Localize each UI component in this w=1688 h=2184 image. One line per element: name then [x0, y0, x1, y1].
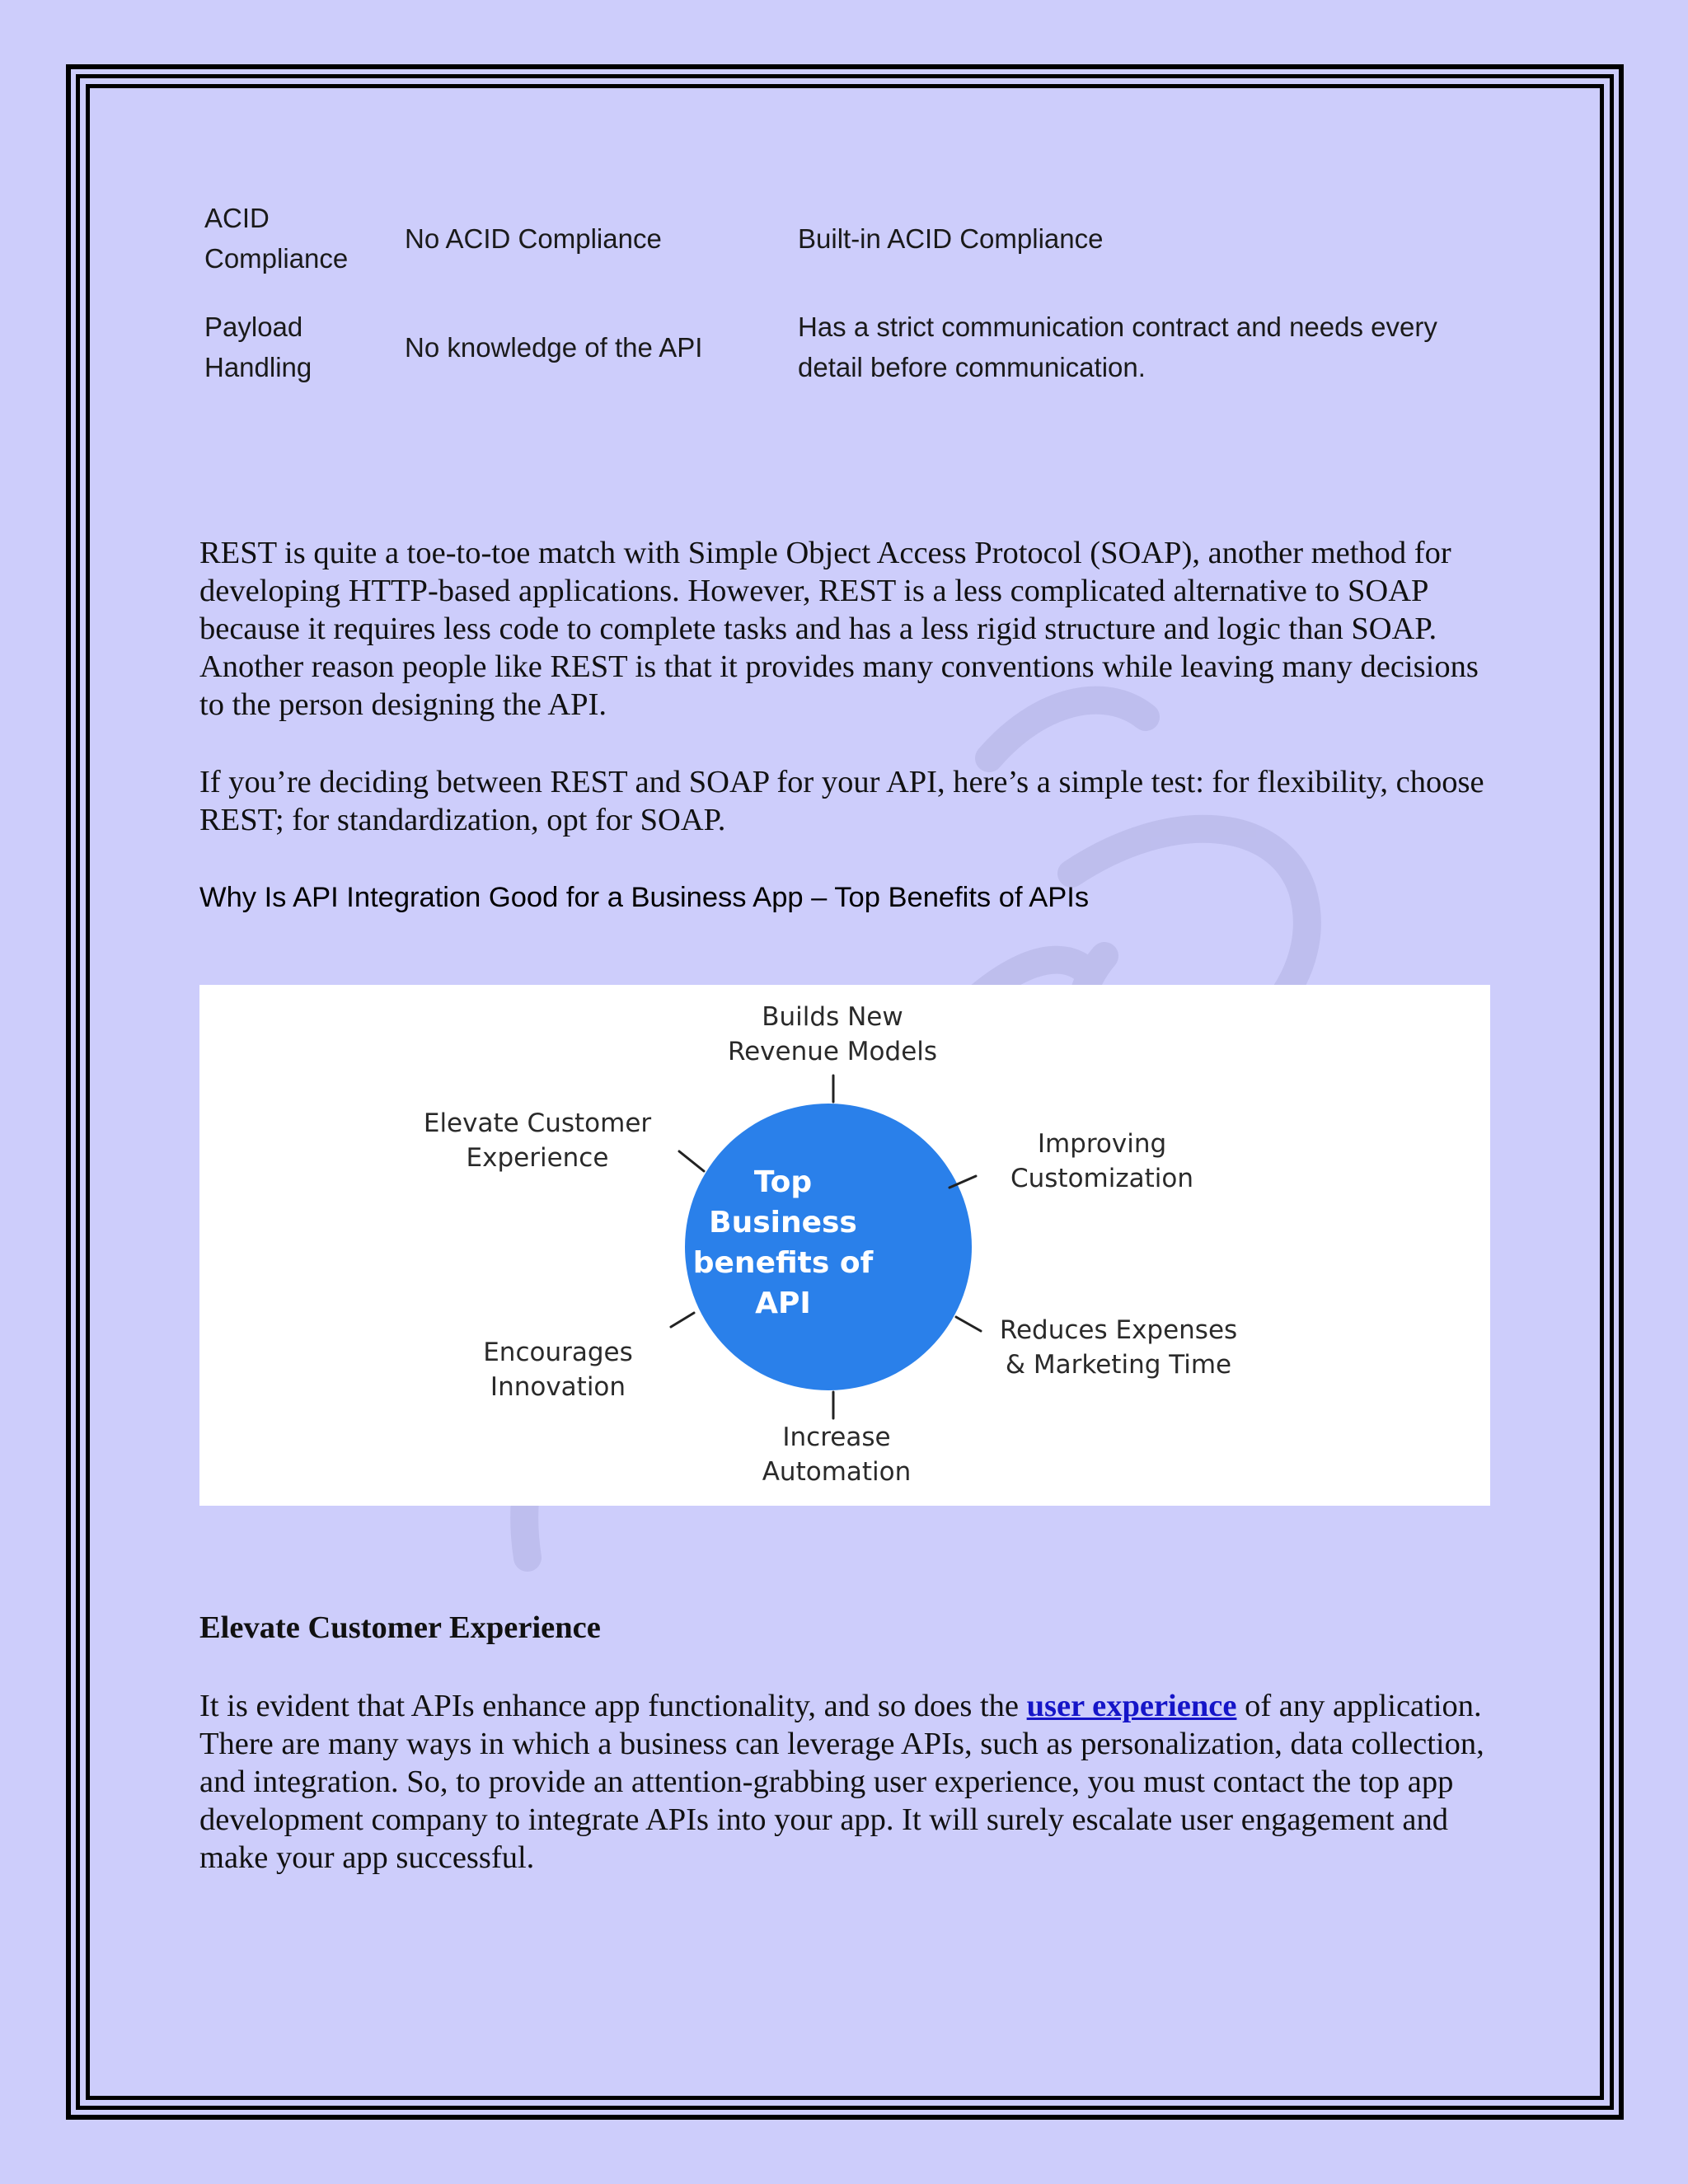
table-cell-rest: No knowledge of the API — [405, 331, 703, 363]
label-increase-automation — [729, 1420, 944, 1489]
label-line: Builds New — [762, 1002, 903, 1032]
table-cell-soap: Has a strict communication contract and needs every detail before communication. — [798, 312, 1437, 382]
elevate-text-end: of any application. There are many ways in which a business can leverage APIs, such as personalization, data collection, and integration. So, to provide an attention-grabbing user experience, you must contact the top app development company to integrate APIs into your app. It will surely escalate user engagement and make your app successful. — [199, 1689, 1484, 1875]
table-cell-feature: Payload Handling — [204, 312, 312, 382]
table-row — [199, 198, 1469, 279]
table-cell-soap: Built-in ACID Compliance — [798, 223, 1104, 254]
label-line: Revenue Models — [727, 1037, 938, 1066]
label-line: Reduces Expenses — [999, 1315, 1238, 1345]
user-experience-link[interactable]: user experience — [1026, 1689, 1237, 1723]
table-cell-feature: ACID Compliance — [204, 203, 349, 274]
label-line: Customization — [1010, 1164, 1194, 1193]
label-line: Encourages — [483, 1338, 633, 1367]
table-cell-rest: No ACID Compliance — [405, 223, 662, 254]
elevate-text-start: It is evident that APIs enhance app functionality, and so does the — [199, 1689, 1027, 1723]
center-line-3: benefits of — [692, 1246, 874, 1280]
elevate-heading: Elevate Customer Experience — [199, 1610, 601, 1645]
section-heading: Why Is API Integration Good for a Business App – Top Benefits of APIs — [199, 882, 1090, 913]
rest-vs-soap-paragraph: REST is quite a toe-to-toe match with Simple Object Access Protocol (SOAP), another method for developing HTTP-based applications. However, REST is a less complicated alternative to SOAP because it requires less code to complete tasks and has a less rigid structure and logic than SOAP. Another reason people like REST is that it provides many conventions while leaving many decisions to the person designing the API. — [199, 536, 1479, 722]
label-line: Innovation — [490, 1372, 626, 1402]
simple-test-paragraph: If you’re deciding between REST and SOAP for your API, here’s a simple test: for flexibility, choose REST; for standardization, opt for SOAP. — [199, 765, 1484, 837]
label-builds-new-revenue — [709, 1000, 956, 1069]
label-reduces-expenses — [982, 1313, 1254, 1382]
diagram-center-label — [684, 1162, 882, 1324]
comparison-table — [199, 198, 1469, 387]
label-elevate-customer-experience — [414, 1106, 661, 1175]
api-benefits-diagram — [199, 985, 1490, 1506]
center-line-1: Top — [753, 1165, 813, 1199]
label-line: Elevate Customer — [423, 1108, 652, 1138]
connector-bottom-right — [956, 1317, 981, 1331]
table-row — [199, 307, 1469, 387]
label-line: Increase — [782, 1422, 891, 1452]
elevate-paragraph — [199, 1687, 1493, 1877]
center-line-4: API — [755, 1286, 811, 1320]
label-line: Improving — [1037, 1129, 1167, 1159]
label-improving-customization — [991, 1127, 1213, 1196]
label-encourages-innovation — [455, 1335, 661, 1404]
label-line: Automation — [762, 1457, 912, 1487]
center-line-2: Business — [709, 1206, 857, 1240]
label-line: Experience — [466, 1143, 609, 1173]
label-line: & Marketing Time — [1005, 1350, 1232, 1380]
